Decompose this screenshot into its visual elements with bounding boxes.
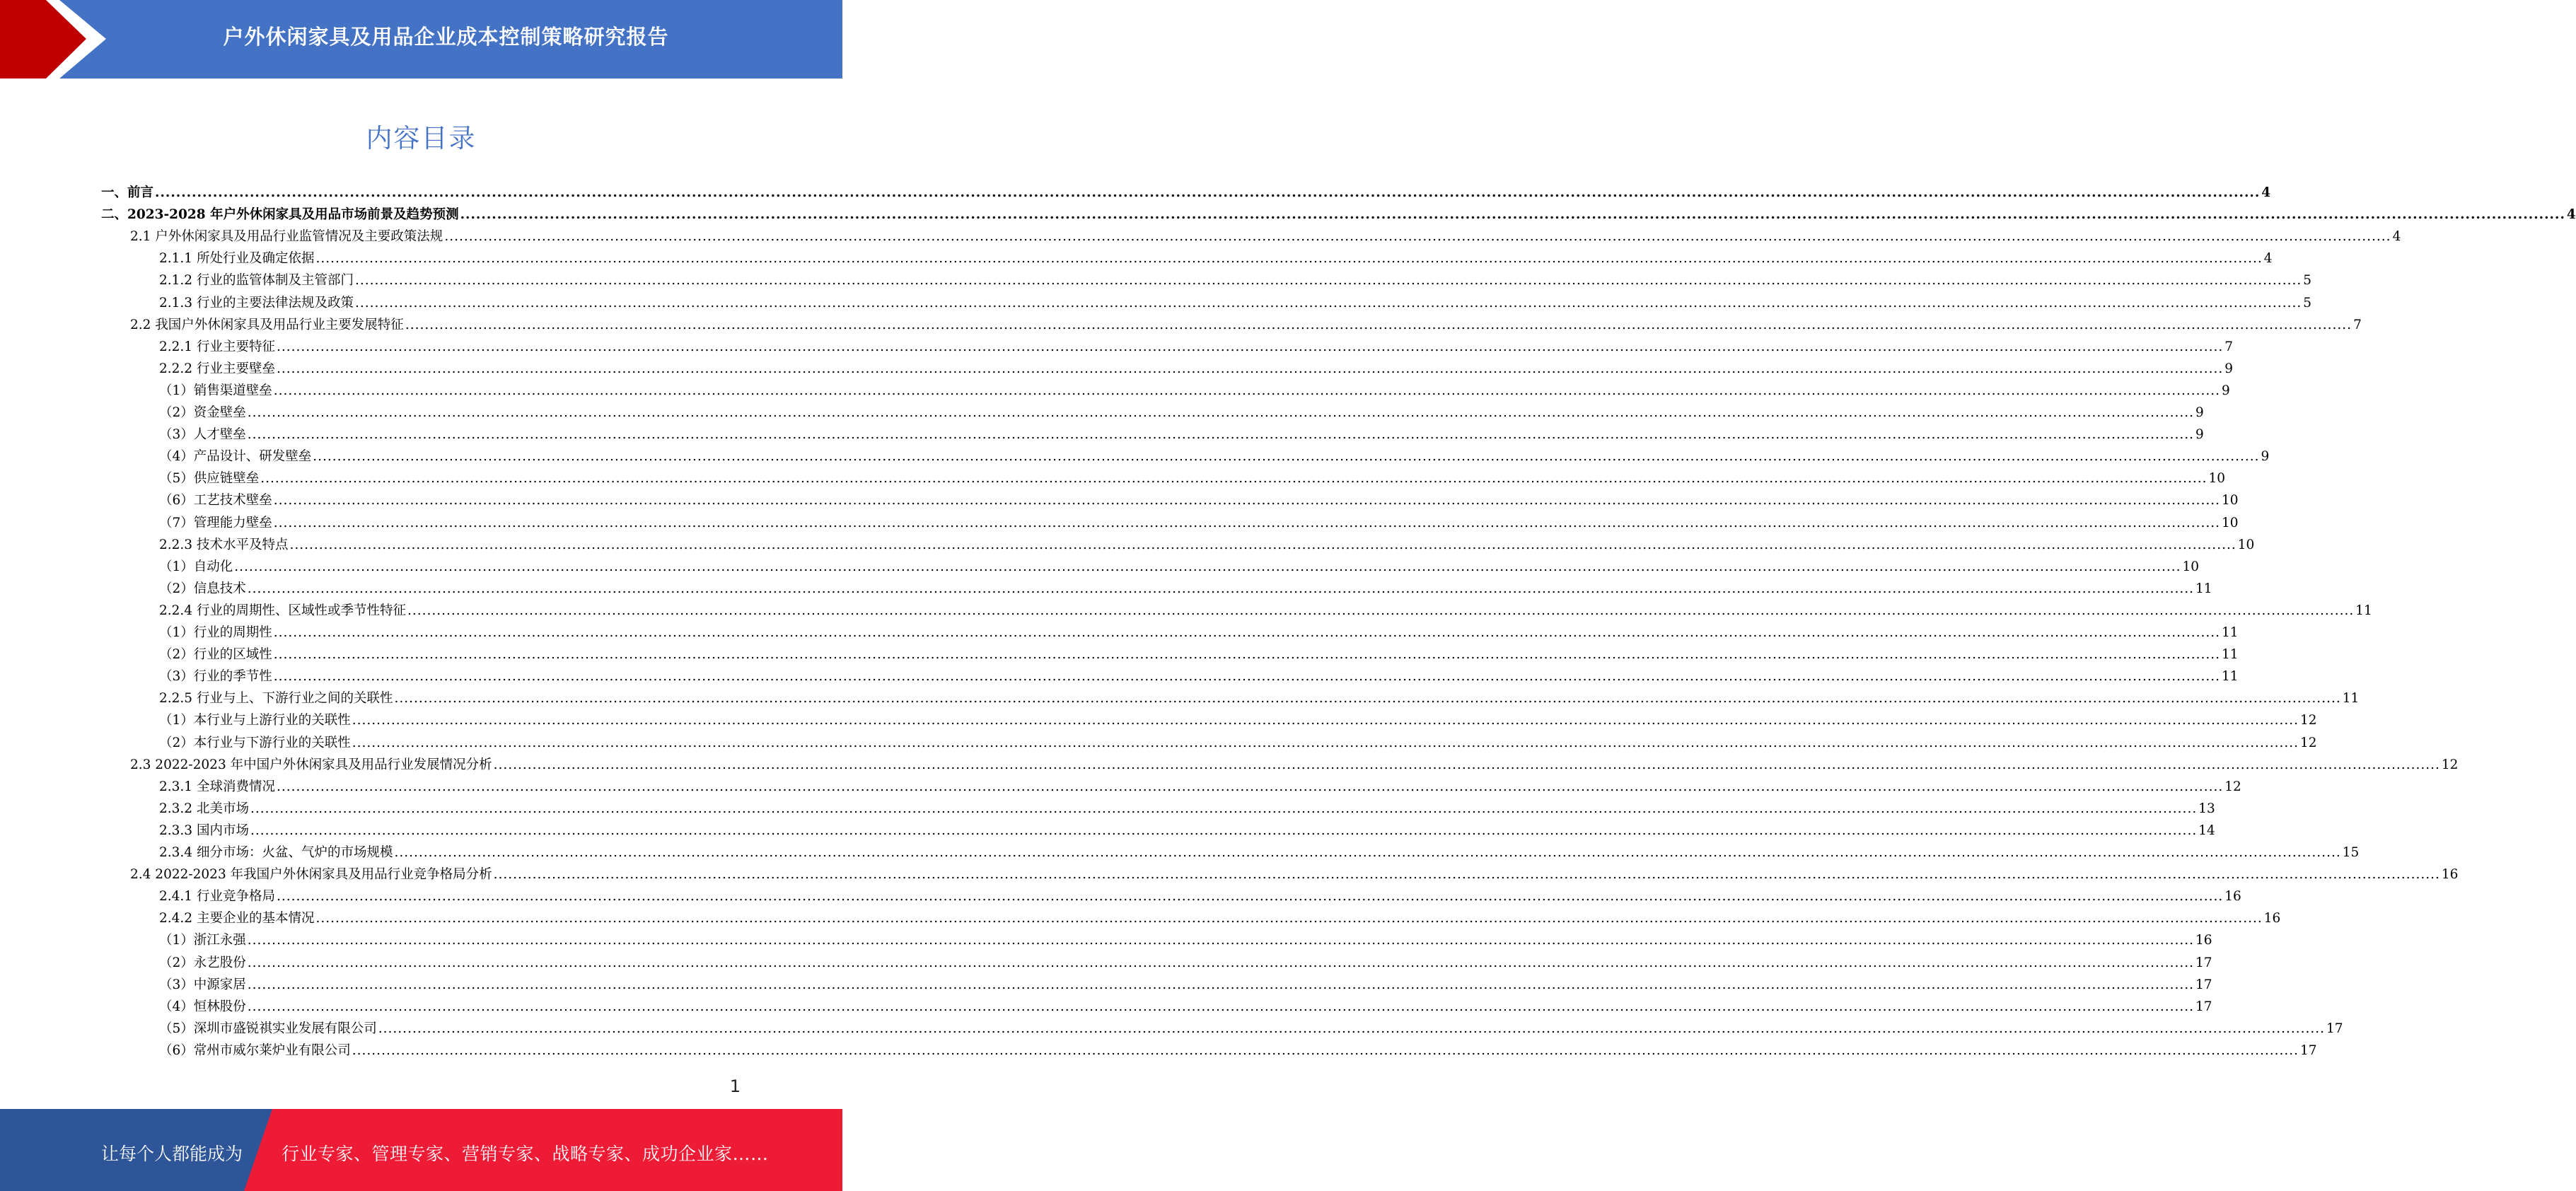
toc-entry-page: 10	[2237, 537, 2255, 552]
toc-entry-label: 2.4.2 主要企业的基本情况	[159, 911, 315, 926]
toc-dot-leader: ................................................................................................................................................................................................................................................................................................................................................................................................................	[260, 471, 2207, 487]
toc-entry-label: 2.2.4 行业的周期性、区域性或季节性特征	[159, 603, 406, 618]
toc-entry-label: （5）深圳市盛锐祺实业发展有限公司	[159, 1021, 377, 1036]
toc-dot-leader: ................................................................................................................................................................................................................................................................................................................................................................................................................	[352, 735, 2299, 750]
toc-dot-leader: ................................................................................................................................................................................................................................................................................................................................................................................................................	[247, 955, 2195, 970]
toc-entry-label: 2.1.3 行业的主要法律法规及政策	[159, 295, 354, 310]
toc-dot-leader: ................................................................................................................................................................................................................................................................................................................................................................................................................	[247, 427, 2195, 443]
toc-entry[interactable]	[159, 443, 2270, 465]
page-number: 1	[729, 1076, 741, 1096]
toc-entry[interactable]	[159, 1015, 2343, 1037]
toc-entry[interactable]	[159, 883, 2241, 905]
toc-dot-leader: ................................................................................................................................................................................................................................................................................................................................................................................................................	[315, 911, 2263, 926]
toc-dot-leader: ................................................................................................................................................................................................................................................................................................................................................................................................................	[250, 823, 2198, 838]
toc-entry-page: 12	[2300, 713, 2317, 728]
toc-entry-page: 9	[2224, 361, 2233, 376]
toc-dot-leader: ................................................................................................................................................................................................................................................................................................................................................................................................................	[493, 867, 2440, 883]
toc-dot-leader: ................................................................................................................................................................................................................................................................................................................................................................................................................	[155, 185, 2261, 200]
toc-entry[interactable]	[159, 949, 2212, 971]
toc-entry-page: 9	[2195, 427, 2204, 443]
toc-entry[interactable]	[159, 289, 2311, 311]
toc-dot-leader: ................................................................................................................................................................................................................................................................................................................................................................................................................	[276, 339, 2224, 354]
toc-entry-page: 11	[2195, 581, 2212, 596]
toc-entry-page: 10	[2208, 471, 2226, 487]
toc-entry-label: 2.4.1 行业竞争格局	[159, 889, 275, 905]
toc-dot-leader: ................................................................................................................................................................................................................................................................................................................................................................................................................	[276, 779, 2224, 794]
toc-entry[interactable]	[101, 179, 2271, 201]
toc-entry-page: 4	[2392, 229, 2401, 245]
toc-dot-leader: ................................................................................................................................................................................................................................................................................................................................................................................................................	[405, 317, 2352, 332]
toc-entry[interactable]	[130, 223, 2401, 245]
toc-entry-label: （1）本行业与上游行业的关联性	[159, 713, 351, 728]
footer-slogan-left: 让每个人都能成为	[101, 1144, 243, 1164]
toc-dot-leader: ................................................................................................................................................................................................................................................................................................................................................................................................................	[273, 669, 2221, 685]
toc-dot-leader: ................................................................................................................................................................................................................................................................................................................................................................................................................	[354, 295, 2302, 310]
toc-entry[interactable]	[159, 926, 2212, 948]
toc-dot-leader: ................................................................................................................................................................................................................................................................................................................................................................................................................	[460, 207, 2565, 223]
toc-entry[interactable]	[159, 355, 2233, 377]
toc-entry-page: 14	[2198, 823, 2215, 838]
toc-dot-leader: ................................................................................................................................................................................................................................................................................................................................................................................................................	[273, 625, 2221, 640]
toc-entry-label: （4）产品设计、研发壁垒	[159, 449, 312, 465]
toc-entry-label: 2.4 2022-2023 年我国户外休闲家具及用品行业竞争格局分析	[130, 867, 492, 883]
toc-entry-label: 2.2.5 行业与上、下游行业之间的关联性	[159, 691, 393, 707]
toc-entry-page: 17	[2195, 955, 2212, 970]
toc-entry[interactable]	[159, 333, 2233, 355]
toc-entry[interactable]	[159, 575, 2212, 597]
toc-entry-page: 5	[2303, 295, 2311, 310]
toc-entry-page: 12	[2224, 779, 2241, 794]
toc-entry-label: （2）信息技术	[159, 581, 246, 596]
toc-entry[interactable]	[159, 553, 2200, 575]
toc-entry-label: 2.3.2 北美市场	[159, 801, 249, 816]
toc-entry-page: 16	[2224, 889, 2241, 905]
toc-entry[interactable]	[159, 487, 2239, 509]
toc-dot-leader: ................................................................................................................................................................................................................................................................................................................................................................................................................	[407, 603, 2355, 618]
toc-entry[interactable]	[159, 795, 2215, 817]
toc-entry-label: 2.3.1 全球消费情况	[159, 779, 275, 794]
toc-entry[interactable]	[159, 685, 2360, 707]
toc-entry[interactable]	[159, 619, 2239, 641]
toc-entry-page: 7	[2353, 317, 2362, 332]
toc-entry-label: （3）中源家居	[159, 977, 246, 992]
toc-dot-leader: ................................................................................................................................................................................................................................................................................................................................................................................................................	[273, 647, 2221, 663]
toc-dot-leader: ................................................................................................................................................................................................................................................................................................................................................................................................................	[394, 691, 2341, 707]
toc-entry-page: 16	[2195, 933, 2212, 948]
toc-dot-leader: ................................................................................................................................................................................................................................................................................................................................................................................................................	[493, 757, 2440, 772]
toc-dot-leader: ................................................................................................................................................................................................................................................................................................................................................................................................................	[394, 845, 2341, 860]
toc-entry-page: 10	[2182, 559, 2200, 574]
toc-entry[interactable]	[159, 465, 2226, 487]
toc-entry-page: 9	[2222, 383, 2230, 398]
footer-slogan-right: 行业专家、管理专家、营销专家、战略专家、成功企业家……	[282, 1144, 769, 1164]
toc-entry-label: 一、前言	[101, 185, 154, 200]
toc-dot-leader: ................................................................................................................................................................................................................................................................................................................................................................................................................	[289, 537, 2236, 552]
toc-entry-page: 10	[2222, 515, 2239, 530]
toc-entry-page: 11	[2355, 603, 2372, 618]
toc-dot-leader: ................................................................................................................................................................................................................................................................................................................................................................................................................	[247, 977, 2195, 992]
toc-entry-label: （1）销售渠道壁垒	[159, 383, 272, 398]
toc-entry-label: （5）供应链壁垒	[159, 471, 260, 487]
toc-entry[interactable]	[159, 399, 2204, 421]
toc-entry-label: （2）行业的区域性	[159, 647, 272, 663]
toc-entry[interactable]	[159, 1037, 2317, 1059]
toc-entry[interactable]	[130, 861, 2459, 883]
toc-entry-label: （2）永艺股份	[159, 955, 246, 970]
toc-dot-leader: ................................................................................................................................................................................................................................................................................................................................................................................................................	[273, 383, 2221, 398]
toc-entry-page: 11	[2342, 691, 2360, 707]
toc-dot-leader: ................................................................................................................................................................................................................................................................................................................................................................................................................	[444, 229, 2391, 245]
toc-entry-page: 12	[2441, 757, 2459, 772]
toc-entry[interactable]	[101, 201, 2576, 223]
toc-entry[interactable]	[159, 245, 2273, 267]
toc-dot-leader: ................................................................................................................................................................................................................................................................................................................................................................................................................	[354, 273, 2302, 289]
toc-dot-leader: ................................................................................................................................................................................................................................................................................................................................................................................................................	[352, 713, 2299, 728]
toc-entry-label: （3）行业的季节性	[159, 669, 272, 685]
toc-entry-label: 2.2.3 技术水平及特点	[159, 537, 289, 552]
toc-dot-leader: ................................................................................................................................................................................................................................................................................................................................................................................................................	[234, 559, 2181, 574]
toc-entry-page: 11	[2222, 625, 2239, 640]
toc-entry-label: （1）行业的周期性	[159, 625, 272, 640]
toc-heading: 内容目录	[366, 123, 477, 153]
toc-dot-leader: ................................................................................................................................................................................................................................................................................................................................................................................................................	[247, 999, 2195, 1014]
toc-dot-leader: ................................................................................................................................................................................................................................................................................................................................................................................................................	[276, 361, 2224, 376]
toc-entry[interactable]	[159, 641, 2239, 663]
toc-entry[interactable]	[159, 839, 2360, 861]
toc-entry[interactable]	[159, 531, 2255, 553]
toc-entry[interactable]	[159, 707, 2317, 728]
toc-dot-leader: ................................................................................................................................................................................................................................................................................................................................................................................................................	[247, 405, 2195, 420]
toc-entry-label: 2.2.2 行业主要壁垒	[159, 361, 275, 376]
toc-entry-label: 2.3.4 细分市场：火盆、气炉的市场规模	[159, 845, 393, 860]
toc-entry-label: 二、2023-2028 年户外休闲家具及用品市场前景及趋势预测	[101, 207, 459, 223]
toc-entry-page: 13	[2198, 801, 2215, 816]
toc-entry-page: 11	[2222, 669, 2239, 685]
toc-entry-label: 2.2 我国户外休闲家具及用品行业主要发展特征	[130, 317, 404, 332]
toc-entry[interactable]	[159, 729, 2317, 751]
toc-entry-page: 12	[2300, 735, 2317, 750]
toc-entry-page: 11	[2222, 647, 2239, 663]
toc-entry-label: （7）管理能力壁垒	[159, 515, 272, 530]
toc-entry-page: 10	[2222, 493, 2239, 509]
report-title: 户外休闲家具及用品企业成本控制策略研究报告	[223, 25, 669, 49]
toc-entry[interactable]	[130, 311, 2362, 333]
toc-entry-page: 17	[2300, 1042, 2317, 1058]
toc-entry[interactable]	[159, 663, 2239, 685]
toc-entry-label: （2）本行业与下游行业的关联性	[159, 735, 351, 750]
toc-dot-leader: ................................................................................................................................................................................................................................................................................................................................................................................................................	[276, 889, 2224, 905]
toc-entry-label: 2.1 户外休闲家具及用品行业监管情况及主要政策法规	[130, 229, 443, 245]
toc-entry-label: （6）常州市威尔莱炉业有限公司	[159, 1042, 351, 1058]
toc-dot-leader: ................................................................................................................................................................................................................................................................................................................................................................................................................	[250, 801, 2198, 816]
toc-entry-page: 16	[2263, 911, 2281, 926]
toc-entry-page: 9	[2195, 405, 2204, 420]
toc-entry-label: （4）恒林股份	[159, 999, 246, 1014]
toc-entry-page: 7	[2224, 339, 2233, 354]
toc-entry-page: 9	[2261, 449, 2270, 465]
toc-dot-leader: ................................................................................................................................................................................................................................................................................................................................................................................................................	[273, 515, 2221, 530]
toc-entry-label: 2.3.3 国内市场	[159, 823, 249, 838]
toc-entry-label: 2.1.1 所处行业及确定依据	[159, 251, 315, 267]
toc-entry[interactable]	[159, 267, 2311, 289]
toc-entry-page: 4	[2261, 185, 2271, 200]
toc-entry[interactable]	[159, 773, 2241, 795]
toc-dot-leader: ................................................................................................................................................................................................................................................................................................................................................................................................................	[352, 1042, 2299, 1058]
toc-dot-leader: ................................................................................................................................................................................................................................................................................................................................................................................................................	[273, 493, 2221, 509]
toc-dot-leader: ................................................................................................................................................................................................................................................................................................................................................................................................................	[315, 251, 2263, 267]
toc-entry-label: （6）工艺技术壁垒	[159, 493, 272, 509]
toc-entry-label: 2.3 2022-2023 年中国户外休闲家具及用品行业发展情况分析	[130, 757, 492, 772]
red-chevron-decoration	[0, 0, 113, 79]
toc-entry[interactable]	[159, 993, 2212, 1015]
toc-entry[interactable]	[159, 377, 2230, 399]
toc-entry[interactable]	[159, 509, 2239, 531]
toc-entry[interactable]	[159, 971, 2212, 993]
toc-entry-page: 4	[2263, 251, 2273, 267]
toc-entry-page: 17	[2195, 999, 2212, 1014]
toc-entry[interactable]	[159, 421, 2204, 443]
footer-banner	[0, 1109, 842, 1191]
toc-entry-label: 2.2.1 行业主要特征	[159, 339, 275, 354]
toc-entry[interactable]	[159, 817, 2215, 839]
toc-entry-label: 2.1.2 行业的监管体制及主管部门	[159, 273, 354, 289]
toc-entry-label: （3）人才壁垒	[159, 427, 246, 443]
header-banner	[0, 0, 842, 79]
toc-entry[interactable]	[130, 751, 2459, 773]
toc-entry-page: 16	[2441, 867, 2459, 883]
toc-entry-page: 4	[2566, 207, 2576, 223]
toc-entry-label: （2）资金壁垒	[159, 405, 246, 420]
toc-entry-label: （1）自动化	[159, 559, 233, 574]
toc-entry[interactable]	[159, 905, 2281, 926]
toc-entry-page: 17	[2195, 977, 2212, 992]
toc-entry-label: （1）浙江永强	[159, 933, 246, 948]
toc-entry[interactable]	[159, 597, 2372, 619]
toc-entry-page: 15	[2342, 845, 2360, 860]
toc-dot-leader: ................................................................................................................................................................................................................................................................................................................................................................................................................	[378, 1021, 2326, 1036]
toc-dot-leader: ................................................................................................................................................................................................................................................................................................................................................................................................................	[247, 933, 2195, 948]
toc-entry-page: 5	[2303, 273, 2311, 289]
toc-dot-leader: ................................................................................................................................................................................................................................................................................................................................................................................................................	[247, 581, 2195, 596]
toc-entry-page: 17	[2326, 1021, 2343, 1036]
toc-dot-leader: ................................................................................................................................................................................................................................................................................................................................................................................................................	[313, 449, 2260, 465]
